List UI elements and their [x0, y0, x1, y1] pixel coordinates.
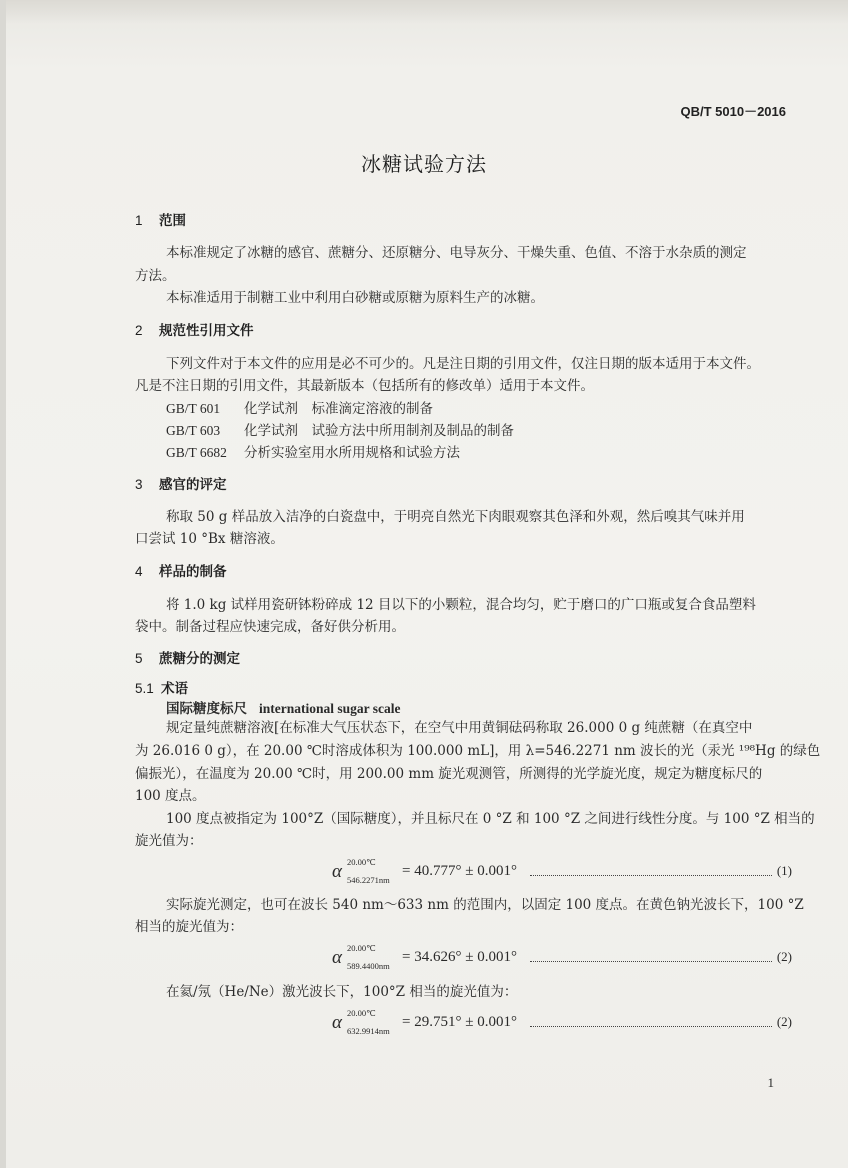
formula-1 — [332, 857, 792, 887]
formula-3 — [332, 1008, 792, 1038]
section-title: 样品的制备 — [159, 564, 227, 580]
section-title: 规范性引用文件 — [159, 323, 254, 339]
section-title: 感官的评定 — [159, 477, 227, 493]
document-code: QB/T 5010－2016 — [680, 104, 786, 119]
section-title: 蔗糖分的测定 — [159, 651, 240, 667]
formula-subscript: 546.2271nm — [347, 875, 390, 885]
section-title: 术语 — [161, 681, 188, 697]
paragraph-line: 本标准适用于制糖工业中利用白砂糖或原糖为原料生产的冰糖。 — [166, 290, 544, 306]
paragraph-line: 方法。 — [135, 268, 176, 284]
formula-value: = 40.777° ± 0.001° — [402, 863, 517, 879]
paragraph-line: 规定量纯蔗糖溶液[在标准大气压状态下，在空气中用黄铜砝码称取 26.000 0 g 纯蔗糖（在真空中 — [166, 720, 753, 736]
section-number: 3 — [135, 477, 143, 492]
term-chinese: 国际糖度标尺 — [166, 701, 247, 717]
paragraph-line: 实际旋光测定，也可在波长 540 nm～633 nm 的范围内，以固定 100 度点。在黄色钠光波长下，100 °Z — [166, 897, 804, 913]
formula-symbol: α — [332, 947, 342, 968]
reference-title: 化学试剂 试验方法中所用制剂及制品的制备 — [244, 423, 514, 439]
paragraph-line: 称取 50 g 样品放入洁净的白瓷盘中，于明亮自然光下肉眼观察其色泽和外观，然后嗅其气味并用 — [166, 509, 745, 525]
paragraph-line: 偏振光），在温度为 20.00 ℃时，用 200.00 mm 旋光观测管，所测得的光学旋光度，规定为糖度标尺的 — [135, 766, 763, 782]
section-3-heading — [135, 476, 227, 494]
paragraph-line: 100 度点被指定为 100°Z（国际糖度），并且标尺在 0 °Z 和 100 °Z 之间进行线性分度。与 100 °Z 相当的 — [166, 811, 815, 827]
section-4-heading — [135, 563, 227, 581]
formula-value: = 34.626° ± 0.001° — [402, 949, 517, 965]
section-number: 5 — [135, 651, 143, 666]
section-number: 2 — [135, 323, 143, 338]
dot-leader — [530, 961, 772, 962]
reference-title: 化学试剂 标准滴定溶液的制备 — [244, 401, 433, 417]
reference-item — [166, 400, 433, 418]
section-number: 4 — [135, 564, 143, 579]
term-entry — [166, 697, 401, 717]
formula-2 — [332, 943, 792, 973]
section-number: 5.1 — [135, 681, 154, 696]
dot-leader — [530, 875, 772, 876]
scan-shadow — [0, 0, 848, 24]
formula-value: = 29.751° ± 0.001° — [402, 1014, 517, 1030]
reference-code: GB/T 6682 — [166, 445, 227, 460]
paragraph-line: 100 度点。 — [135, 788, 206, 804]
paragraph-line: 口尝试 10 °Bx 糖溶液。 — [135, 531, 284, 547]
section-1-heading — [135, 212, 186, 230]
paragraph-line: 将 1.0 kg 试样用瓷研钵粉碎成 12 目以下的小颗粒，混合均匀，贮于磨口的广口瓶或复合食品塑料 — [166, 597, 756, 613]
section-5-heading — [135, 650, 240, 668]
formula-subscript: 589.4400nm — [347, 961, 390, 971]
equation-number: (2) — [776, 1014, 792, 1029]
paragraph-line: 为 26.016 0 g），在 20.00 ℃时溶成体积为 100.000 mL]，用 λ=546.2271 nm 波长的光（汞光 ¹⁹⁸Hg 的绿色 — [135, 743, 821, 759]
formula-symbol: α — [332, 861, 342, 882]
paragraph-line: 相当的旋光值为： — [135, 919, 243, 935]
paragraph-line: 本标准规定了冰糖的感官、蔗糖分、还原糖分、电导灰分、干燥失重、色值、不溶于水杂质的测定 — [166, 245, 747, 261]
section-title: 范围 — [159, 213, 186, 229]
page-number: 1 — [767, 1075, 774, 1090]
paragraph-line: 袋中。制备过程应快速完成，备好供分析用。 — [135, 619, 405, 635]
term-english: international sugar scale — [259, 701, 401, 716]
formula-symbol: α — [332, 1012, 342, 1033]
document-title: 冰糖试验方法 — [361, 152, 487, 176]
formula-superscript: 20.00℃ — [347, 857, 376, 867]
reference-code: GB/T 603 — [166, 423, 221, 438]
dot-leader — [530, 1026, 772, 1027]
formula-subscript: 632.9914nm — [347, 1026, 390, 1036]
formula-superscript: 20.00℃ — [347, 943, 376, 953]
paragraph-line: 旋光值为： — [135, 833, 203, 849]
reference-code: GB/T 601 — [166, 401, 221, 416]
formula-superscript: 20.00℃ — [347, 1008, 376, 1018]
section-2-heading — [135, 322, 254, 340]
section-number: 1 — [135, 213, 143, 228]
reference-item — [166, 422, 514, 440]
paragraph-line: 下列文件对于本文件的应用是必不可少的。凡是注日期的引用文件，仅注日期的版本适用于本文件。 — [166, 356, 760, 372]
equation-number: (1) — [776, 863, 792, 878]
paragraph-line: 凡是不注日期的引用文件，其最新版本（包括所有的修改单）适用于本文件。 — [135, 378, 594, 394]
reference-title: 分析实验室用水所用规格和试验方法 — [244, 445, 460, 461]
reference-item — [166, 444, 460, 462]
section-5-1-heading — [135, 680, 188, 698]
paragraph-line: 在氦/氖（He/Ne）激光波长下，100°Z 相当的旋光值为： — [166, 984, 518, 1000]
equation-number: (2) — [776, 949, 792, 964]
